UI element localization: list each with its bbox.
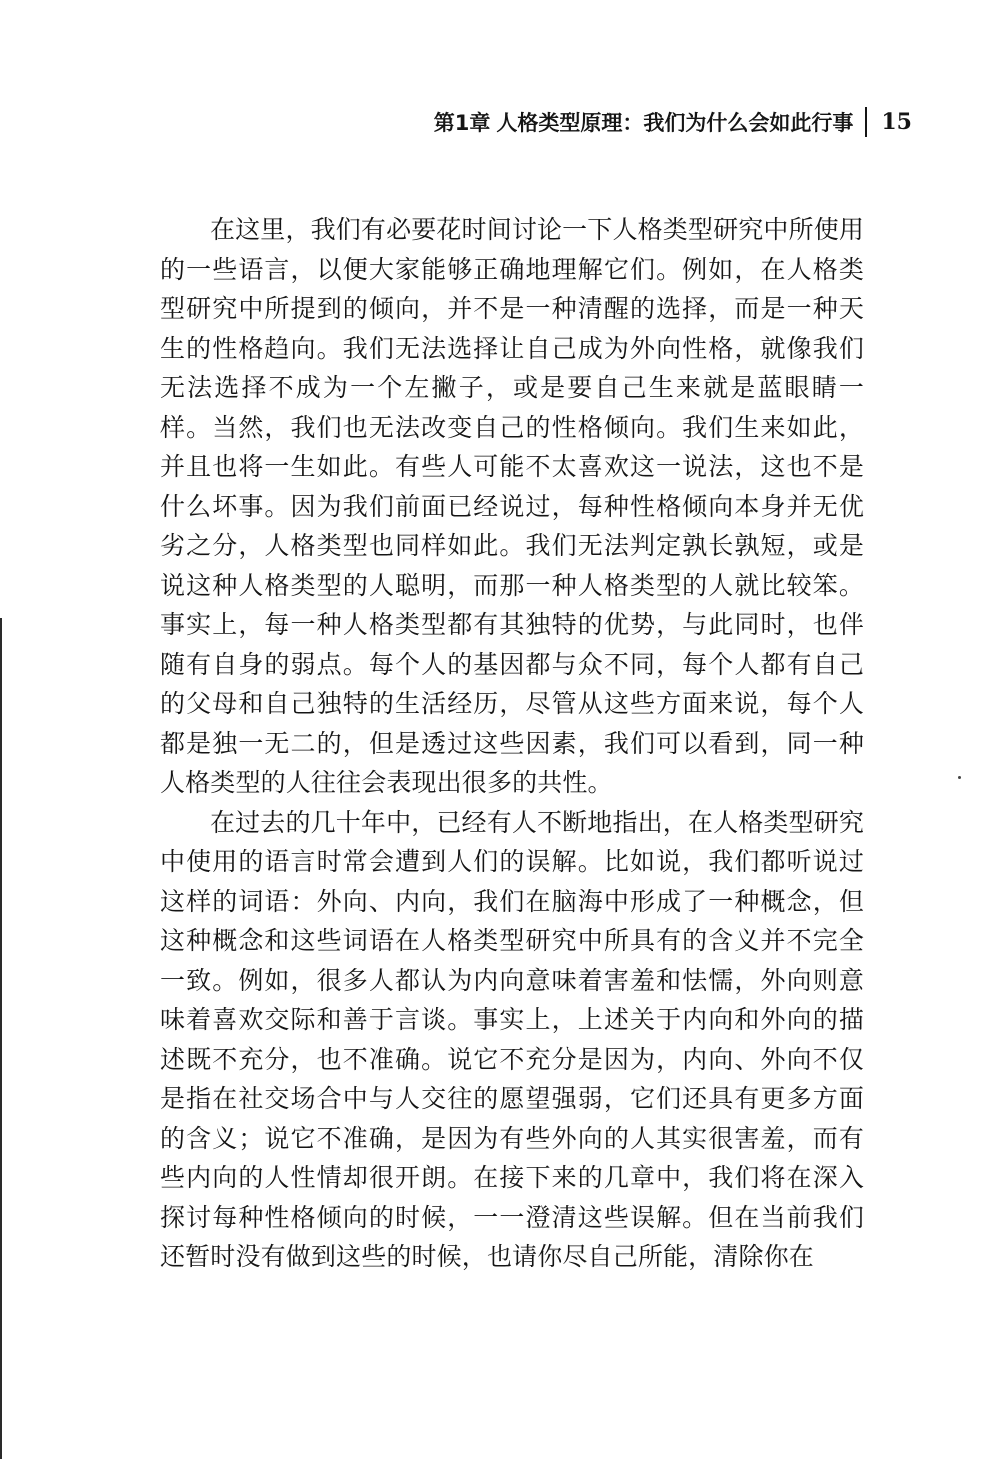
chapter-title: 人格类型原理：我们为什么会如此行事 (496, 111, 854, 135)
header-separator (865, 107, 867, 137)
paragraph-1: 在这里，我们有必要花时间讨论一下人格类型研究中所使用的一些语言，以便大家能够正确地理解它们。例如，在人格类型研究中所提到的倾向，并不是一种清醒的选择，而是一种天生的性格趋向。我们无法选择让自己成为外向性格，就像我们无法选择不成为一个左撇子，或是要自己生来就是蓝眼睛一样。当然，我们也无法改变自己的性格倾向。我们生来如此，并且也将一生如此。有些人可能不太喜欢这一说法，这也不是什么坏事。因为我们前面已经说过，每种性格倾向本身并无优劣之分，人格类型也同样如此。我们无法判定孰长孰短，或是说这种人格类型的人聪明，而那一种人格类型的人就比较笨。事实上，每一种人格类型都有其独特的优势，与此同时，也伴随有自身的弱点。每个人的基因都与众不同，每个人都有自己的父母和自己独特的生活经历，尽管从这些方面来说，每个人都是独一无二的，但是透过这些因素，我们可以看到，同一种人格类型的人往往会表现出很多的共性。 (160, 215, 864, 797)
running-header (330, 104, 912, 140)
page-number: 15 (881, 109, 912, 135)
paragraph-2: 在过去的几十年中，已经有人不断地指出，在人格类型研究中使用的语言时常会遭到人们的误解。比如说，我们都听说过这样的词语：外向、内向，我们在脑海中形成了一种概念，但这种概念和这些词语在人格类型研究中所具有的含义并不完全一致。例如，很多人都认为内向意味着害羞和怯懦，外向则意味着喜欢交际和善于言谈。事实上，上述关于内向和外向的描述既不充分，也不准确。说它不充分是因为，内向、外向不仅是指在社交场合中与人交往的愿望强弱，它们还具有更多方面的含义；说它不准确，是因为有些外向的人其实很害羞，而有些内向的人性情却很开朗。在接下来的几章中，我们将在深入探讨每种性格倾向的时候，一一澄清这些误解。但在当前我们还暂时没有做到这些的时候，也请你尽自己所能，清除你在 (160, 807, 864, 1271)
chapter-label: 第1章 (433, 111, 491, 135)
scan-speck (958, 776, 961, 779)
body-text (160, 210, 864, 1277)
scan-margin-line (0, 618, 2, 1459)
